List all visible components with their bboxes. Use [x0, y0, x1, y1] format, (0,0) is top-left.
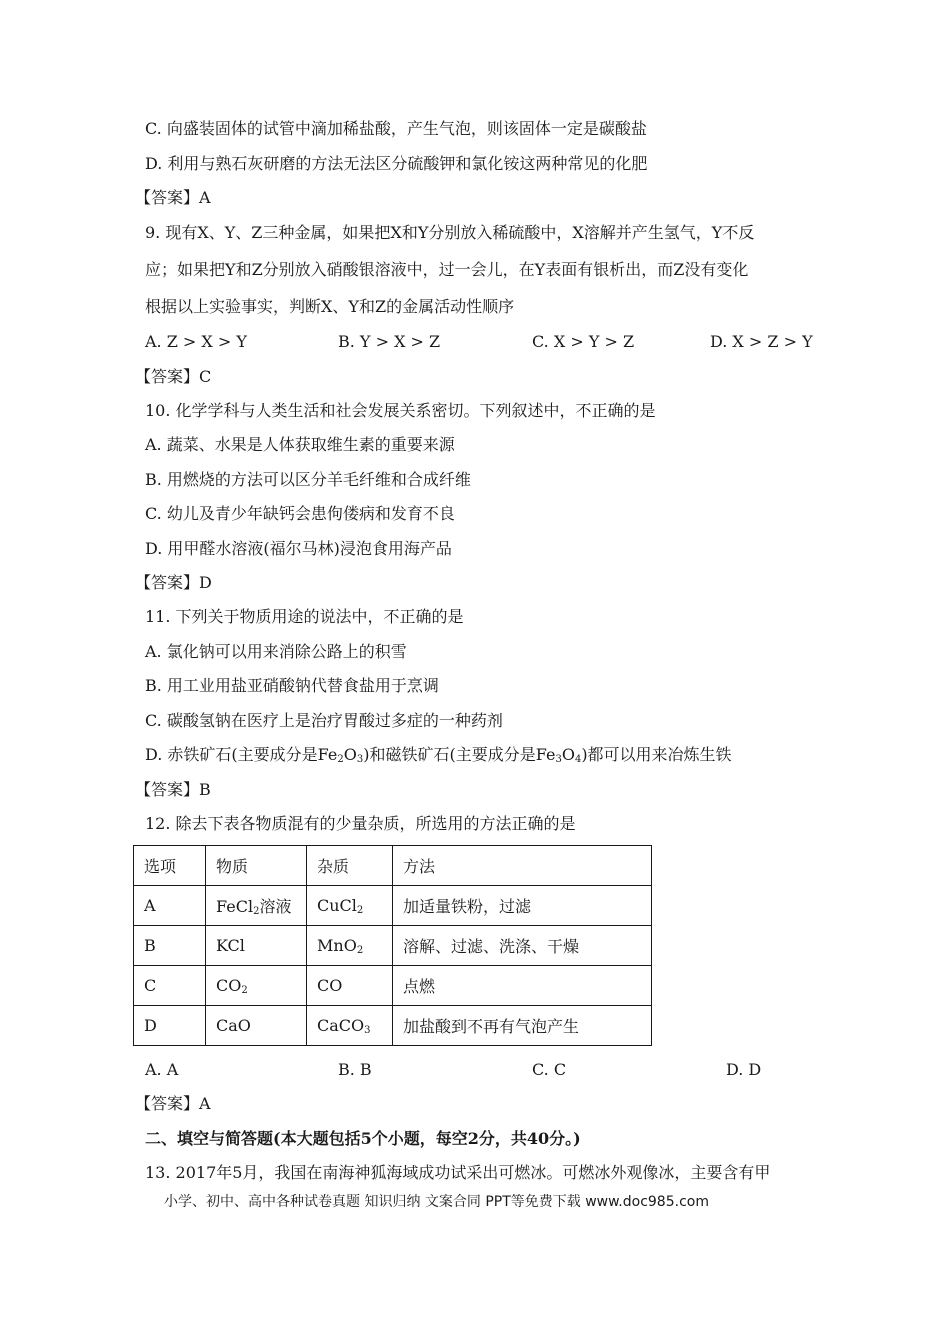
table-row: [134, 886, 652, 926]
row-option: B: [134, 926, 206, 966]
row-substance: FeCl$_2$溶液: [206, 886, 307, 926]
header-impurity: 杂质: [307, 846, 393, 886]
q9-answer: 【答案】C: [135, 367, 212, 386]
impurity-removal-table: [133, 845, 652, 1046]
q10-answer: 【答案】D: [135, 573, 212, 592]
q12-stem: 12. 除去下表各物质混有的少量杂质，所选用的方法正确的是: [145, 814, 576, 833]
q8-answer: 【答案】A: [135, 188, 211, 207]
q9-option-b: B. Y > X > Z: [338, 332, 441, 351]
q11-option-d: D. 赤铁矿石(主要成分是$Fe_2O_3$)和磁铁矿石(主要成分是$Fe_3O_4$)都可以用来冶炼生铁: [145, 745, 732, 765]
row-option: C: [134, 966, 206, 1006]
row-method: 溶解、过滤、洗涤、干燥: [393, 926, 652, 966]
header-option: 选项: [134, 846, 206, 886]
q9-option-c: C. X > Y > Z: [532, 332, 635, 351]
q10-option-a: A. 蔬菜、水果是人体获取维生素的重要来源: [145, 435, 455, 454]
table-row: [134, 926, 652, 966]
header-method: 方法: [393, 846, 652, 886]
row-option: A: [134, 886, 206, 926]
q9-stem-line3: 根据以上实验事实，判断X、Y和Z的金属活动性顺序: [145, 297, 515, 316]
q9-stem-line1: 9. 现有X、Y、Z三种金属，如果把X和Y分别放入稀硫酸中，X溶解并产生氢气，Y不反: [145, 223, 755, 242]
table-row: [134, 966, 652, 1006]
row-method: 点燃: [393, 966, 652, 1006]
row-method: 加盐酸到不再有气泡产生: [393, 1006, 652, 1046]
q12-option-d: D. D: [726, 1060, 762, 1079]
q11-stem: 11. 下列关于物质用途的说法中，不正确的是: [145, 607, 464, 626]
q12-option-c: C. C: [532, 1060, 567, 1079]
q11-option-c: C. 碳酸氢钠在医疗上是治疗胃酸过多症的一种药剂: [145, 711, 503, 730]
header-substance: 物质: [206, 846, 307, 886]
row-option: D: [134, 1006, 206, 1046]
row-impurity: MnO$_2$: [307, 926, 393, 966]
q11-answer: 【答案】B: [135, 780, 211, 799]
q10-option-b: B. 用燃烧的方法可以区分羊毛纤维和合成纤维: [145, 470, 471, 489]
q12-option-b: B. B: [338, 1060, 372, 1079]
row-impurity: CaCO$_3$: [307, 1006, 393, 1046]
q9-option-a: A. Z > X > Y: [145, 332, 247, 351]
row-substance: CaO: [206, 1006, 307, 1046]
q11-option-a: A. 氯化钠可以用来消除公路上的积雪: [145, 642, 407, 661]
row-impurity: CO: [307, 966, 393, 1006]
q8-option-d: D. 利用与熟石灰研磨的方法无法区分硫酸钾和氯化铵这两种常见的化肥: [145, 154, 648, 173]
q10-stem: 10. 化学学科与人类生活和社会发展关系密切。下列叙述中，不正确的是: [145, 401, 656, 420]
row-substance: KCl: [206, 926, 307, 966]
row-substance: $CO_2$: [206, 966, 307, 1006]
q10-option-c: C. 幼儿及青少年缺钙会患佝偻病和发育不良: [145, 504, 455, 523]
table-header-row: [134, 846, 652, 886]
q12-option-a: A. A: [145, 1060, 179, 1079]
table-row: [134, 1006, 652, 1046]
q11-option-b: B. 用工业用盐亚硝酸钠代替食盐用于烹调: [145, 676, 439, 695]
row-method: 加适量铁粉，过滤: [393, 886, 652, 926]
q9-option-d: D. X > Z > Y: [710, 332, 813, 351]
q12-answer: 【答案】A: [135, 1094, 211, 1113]
page-footer: 小学、初中、高中各种试卷真题 知识归纳 文案合同 PPT等免费下载 www.doc985.com: [164, 1194, 709, 1210]
section-2-title: 二、填空与简答题(本大题包括5个小题，每空2分，共40分。): [145, 1129, 581, 1148]
q8-option-c: C. 向盛装固体的试管中滴加稀盐酸，产生气泡，则该固体一定是碳酸盐: [145, 119, 647, 138]
row-impurity: CuCl$_2$: [307, 886, 393, 926]
q13-stem: 13. 2017年5月，我国在南海神狐海域成功试采出可燃冰。可燃冰外观像冰，主要含有甲: [145, 1163, 771, 1182]
q10-option-d: D. 用甲醛水溶液(福尔马林)浸泡食用海产品: [145, 539, 452, 558]
q9-stem-line2: 应；如果把Y和Z分别放入硝酸银溶液中，过一会儿，在Y表面有银析出，而Z没有变化: [145, 260, 749, 279]
